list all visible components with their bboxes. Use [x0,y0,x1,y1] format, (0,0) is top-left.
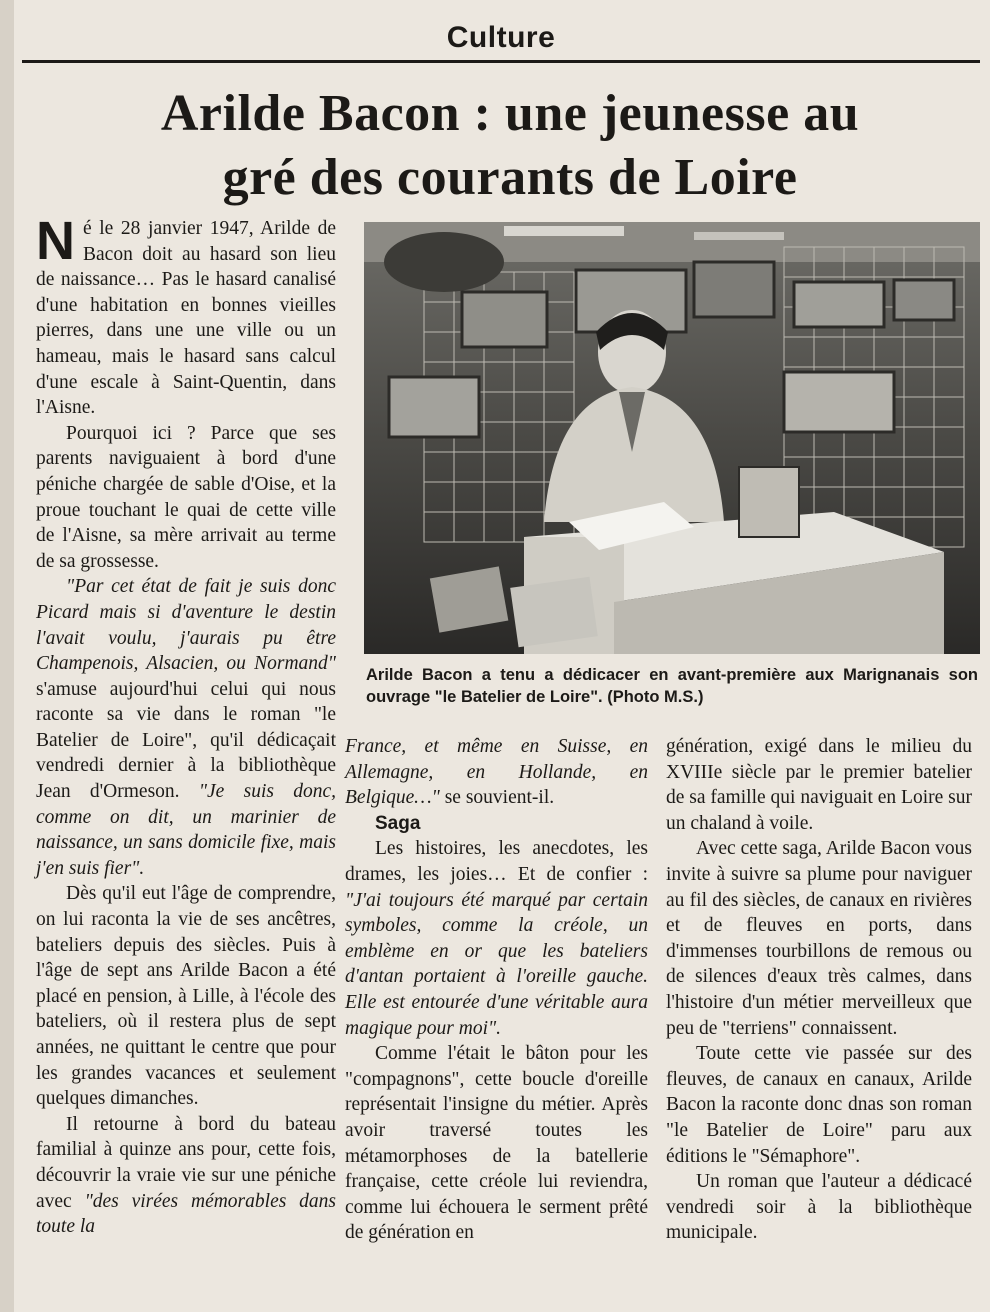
photo-illustration [364,222,980,654]
article-column-1 [36,211,336,1240]
paragraph-2: Pourquoi ici ? Parce que ses parents naviguaient à bord d'une péniche chargée de sable d'Oise, et la proue touchant le quai de cette ville de l'Aisne, sa mère arrivait au terme de sa grossesse. [36,422,336,572]
article-headline [40,82,980,210]
section-subhead: Saga [375,812,421,834]
photo-caption: Arilde Bacon a tenu a dédicacer en avant-première aux Marignanais son ouvrage "le Batelier de Loire". (Photo M.S.) [366,666,978,706]
article-column-2 [345,734,648,1246]
paragraph-9: génération, exigé dans le milieu du XVIIIe siècle par le premier batelier de sa famille qui naviguait en Loire sur un chaland à voile. [666,736,972,834]
paragraph-4: Dès qu'il eut l'âge de comprendre, on lui raconta la vie de ses ancêtres, bateliers depuis des siècles. Puis à l'âge de sept ans Arilde Bacon a été placé en pension, à Lille, à l'école des bateliers, où il restera plus de sept années, ne quittant le centre que pour les grandes vacances et seulement quelques dimanches. [36,883,336,1110]
paragraph-11: Toute cette vie passée sur des fleuves, de canaux en canaux, Arilde Bacon la raconte donc dnas son roman "le Batelier de Loire" paru aux éditions le "Sémaphore". [666,1043,972,1167]
headline-line-2: gré des courants de Loire [222,149,798,206]
paragraph-8: Comme l'était le bâton pour les "compagnons", cette boucle d'oreille représentait l'insigne du métier. Après avoir traversé toutes les métamorphoses de la batellerie française, cette créole lui reviendra, comme lui échouera le serment prêté de génération en [345,1043,648,1244]
paragraph-10: Avec cette saga, Arilde Bacon vous invite à suivre sa plume pour naviguer au fil des siècles, de canaux en rivières et de fleuves en ports, dans d'immenses tourbillons de remous ou de silences d'eaux très calmes, dans l'histoire d'un métier merveilleux que peu de "terriens" connaissent. [666,838,972,1039]
paragraph-3: "Par cet état de fait je suis donc Picard mais si d'aventure le destin l'avait voulu, j'aurais pu être Champenois, Alsacien, ou Normand" s'amuse aujourd'hui celui qui nous raconte sa vie dans le roman "le Batelier de Loire", qu'il dédicaçait vendredi dernier à la bibliothèque Jean d'Ormeson. "Je suis donc, comme on dit, un marinier de naissance, un sans domicile fixe, mais j'en suis fier". [36,576,336,879]
headline-line-1: Arilde Bacon : une jeunesse au [160,85,860,142]
paragraph-6: France, et même en Suisse, en Allemagne, en Hollande, en Belgique…" se souvient-il. [345,736,648,809]
paragraph-5: Il retourne à bord du bateau familial à quinze ans pour, cette fois, découvrir la vraie vie sur une péniche avec "des virées mémorables dans toute la [36,1113,336,1238]
paragraph-1: Né le 28 janvier 1947, Arilde de Bacon doit au hasard son lieu de naissance… Pas le hasard canalisé d'une habitation en bonnes vieilles pierres, dans une une ville ou un hameau, mais le hasard sans calcul d'une escale à Saint-Quentin, dans l'Aisne. [36,211,336,419]
section-rubric: Culture [22,18,980,63]
paragraph-7: Les histoires, les anecdotes, les drames, les joies… Et de confier : "J'ai toujours été marqué par certain symboles, comme la créole, un emblème en or que les bateliers d'antan portaient à l'oreille gauche. Elle est entourée d'une véritable aura magique pour moi". [345,838,648,1039]
article-photo [364,222,980,654]
paper-edge [0,0,14,1312]
article-column-3 [666,734,972,1246]
paragraph-12: Un roman que l'auteur a dédicacé vendredi soir à la bibliothèque municipale. [666,1171,972,1244]
drop-cap: N [36,211,75,271]
